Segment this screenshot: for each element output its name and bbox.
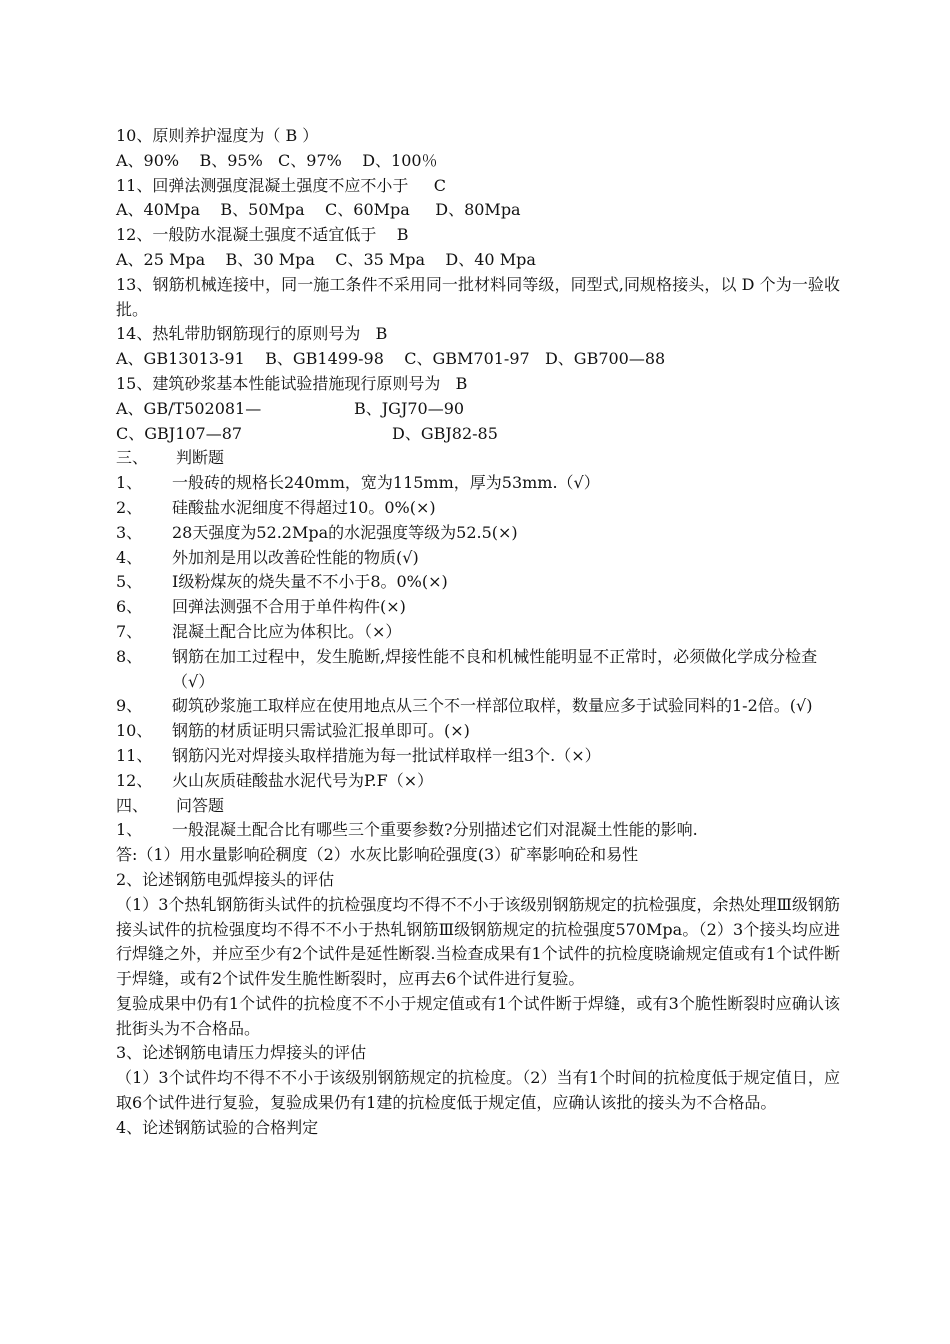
qa-question-3: 3、论述钢筋电请压力焊接头的评估 <box>116 1043 367 1063</box>
judgement-text: 混凝土配合比应为体积比。（×） <box>172 621 402 641</box>
judgement-number: 1、 <box>116 473 143 493</box>
judgement-text: 砌筑砂浆施工取样应在使用地点从三个不一样部位取样，数量应多于试验同料的1-2倍。(√) <box>172 696 813 716</box>
judgement-number: 5、 <box>116 572 143 592</box>
qa-question-1 <box>116 818 840 843</box>
q11-stem: 11、回弹法测强度混凝土强度不应不小于 C <box>116 175 447 195</box>
judgement-text: 28天强度为52.2Mpa的水泥强度等级为52.5(×) <box>172 522 518 542</box>
q15-option-c: C、GBJ107—87 <box>116 423 243 443</box>
judgement-item <box>116 496 840 521</box>
qa-answer-2-paragraph-2: 复验成果中仍有1个试件的抗检度不不小于规定值或有1个试件断于焊缝，或有3个脆性断裂时应确认该批街头为不合格品。 <box>116 993 840 1038</box>
judgement-number: 4、 <box>116 547 143 567</box>
judgement-text: 外加剂是用以改善砼性能的物质(√) <box>172 547 419 567</box>
q12-stem: 12、一般防水混凝土强度不适宜低于 B <box>116 225 409 245</box>
q10-options: A、90% B、95% C、97% D、100％ <box>116 150 438 170</box>
qa-question-text: 一般混凝土配合比有哪些三个重要参数?分别描述它们对混凝土性能的影响. <box>172 820 698 840</box>
judgement-text: 回弹法测强不合用于单件构件(×) <box>172 597 406 617</box>
q10-stem: 10、原则养护湿度为（ B ） <box>116 126 319 145</box>
judgement-number: 3、 <box>116 522 143 542</box>
judgement-number: 2、 <box>116 497 143 517</box>
section-qa-heading <box>116 794 840 819</box>
judgement-item <box>116 645 840 695</box>
judgement-text: 硅酸盐水泥细度不得超过10。0%(×) <box>172 497 436 517</box>
judgement-item <box>116 521 840 546</box>
judgement-item <box>116 546 840 571</box>
judgement-item <box>116 471 840 496</box>
judgement-item <box>116 694 840 719</box>
q15-options-row1 <box>116 397 840 422</box>
judgement-text: 钢筋闪光对焊接头取样措施为每一批试样取样一组3个.（×） <box>172 745 601 765</box>
judgement-number: 10、 <box>116 721 153 741</box>
section-judgement-heading <box>116 446 840 471</box>
section-number: 四、 <box>116 795 149 815</box>
qa-number: 1、 <box>116 820 143 840</box>
q13-stem: 13、钢筋机械连接中，同一施工条件不采用同一批材料同等级，同型式,同规格接头，以 D 个为一验收批。 <box>116 274 840 319</box>
q11-options: A、40Mpa B、50Mpa C、60Mpa D、80Mpa <box>116 200 521 220</box>
judgement-text: 钢筋的材质证明只需试验汇报单即可。(×) <box>172 721 470 741</box>
judgement-item <box>116 744 840 769</box>
qa-answer-3-paragraph-1: （1）3个试件均不得不不小于该级别钢筋规定的抗检度。（2）当有1个时间的抗检度低于规定值日，应取6个试件进行复验，复验成果仍有1建的抗检度低于规定值，应确认该批的接头为不合格品。 <box>116 1068 840 1113</box>
judgement-list <box>116 471 840 793</box>
judgement-text: 钢筋在加工过程中，发生脆断,焊接性能不良和机械性能明显不正常时，必须做化学成分检查（√） <box>172 646 818 691</box>
judgement-item <box>116 570 840 595</box>
section-title: 判断题 <box>176 448 225 468</box>
section-title: 问答题 <box>176 795 225 815</box>
q15-option-a: A、GB/T502081— <box>116 398 262 418</box>
judgement-item <box>116 620 840 645</box>
judgement-item <box>116 719 840 744</box>
qa-question-4: 4、论述钢筋试验的合格判定 <box>116 1117 319 1137</box>
judgement-item <box>116 595 840 620</box>
judgement-number: 8、 <box>116 646 143 666</box>
judgement-text: 火山灰质硅酸盐水泥代号为P.F（×） <box>172 770 434 790</box>
qa-answer-1: 答:（1）用水量影响砼稠度（2）水灰比影响砼强度(3）矿率影响砼和易性 <box>116 845 639 865</box>
judgement-number: 12、 <box>116 770 153 790</box>
judgement-number: 6、 <box>116 597 143 617</box>
q15-option-d: D、GBJ82-85 <box>392 423 498 443</box>
judgement-text: Ⅰ级粉煤灰的烧失量不不小于8。0%(×) <box>172 572 448 592</box>
q12-options: A、25 Mpa B、30 Mpa C、35 Mpa D、40 Mpa <box>116 249 536 269</box>
q14-stem: 14、热轧带肋钢筋现行的原则号为 B <box>116 324 388 344</box>
judgement-number: 7、 <box>116 621 143 641</box>
section-number: 三、 <box>116 448 149 468</box>
q15-option-b: B、JGJ70—90 <box>354 398 465 418</box>
judgement-number: 11、 <box>116 745 153 765</box>
judgement-number: 9、 <box>116 696 143 716</box>
q14-options: A、GB13013-91 B、GB1499-98 C、GBM701-97 D、GB700—88 <box>116 349 666 369</box>
judgement-item <box>116 769 840 794</box>
document-page <box>116 124 840 1141</box>
q15-options-row2 <box>116 422 840 447</box>
qa-question-2: 2、论述钢筋电弧焊接头的评估 <box>116 869 335 889</box>
qa-answer-2-paragraph-1: （1）3个热轧钢筋街头试件的抗检强度均不得不不小于该级别钢筋规定的抗检强度，余热处理Ⅲ级钢筋接头试件的抗检强度均不得不不小于热轧钢筋Ⅲ级钢筋规定的抗检强度570Mpa。（2）3个接头均应进行焊缝之外，并应至少有2个试件是延性断裂.当检查成果有1个试件的抗检度晓谕规定值或有1个试件断于焊缝，或有2个试件发生脆性断裂时，应再去6个试件进行复验。 <box>116 894 840 989</box>
q15-stem: 15、建筑砂浆基本性能试验措施现行原则号为 B <box>116 373 468 393</box>
judgement-text: 一般砖的规格长240mm，宽为115mm，厚为53mm.（√） <box>172 473 600 493</box>
